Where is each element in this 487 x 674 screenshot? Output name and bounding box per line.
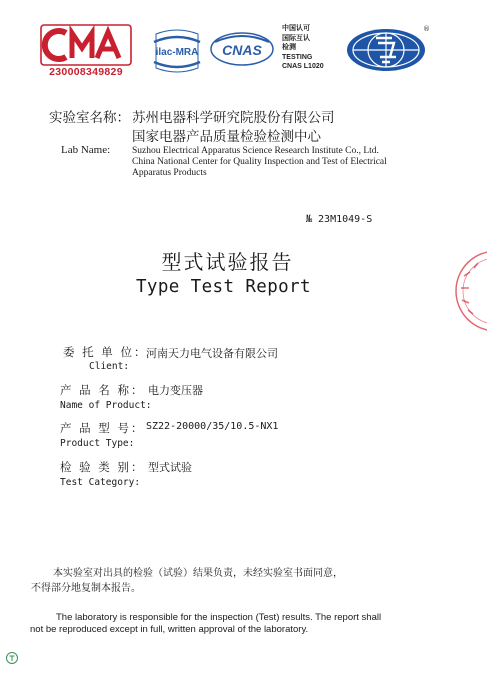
disclaimer-en xyxy=(30,612,460,635)
cnas-text-line: 中国认可 xyxy=(282,25,310,32)
product-name-label-en: Name of Product: xyxy=(60,400,152,411)
lab-name-label-en: Lab Name: xyxy=(61,144,111,156)
cma-certificate-number: 230008349829 xyxy=(49,66,123,78)
cnas-text-line: 国际互认 xyxy=(282,34,310,42)
product-name-value: 电力变压器 xyxy=(148,384,203,397)
svg-text:ilac-MRA: ilac-MRA xyxy=(155,47,199,58)
lab-name-label-cn: 实验室名称： xyxy=(49,110,130,126)
lab-name-en-line3: Apparatus Products xyxy=(132,168,207,178)
lab-name-en-line2: China National Center for Quality Inspection and Test of Electrical xyxy=(132,157,387,167)
disclaimer-en-line1: The laboratory is responsible for the inspection (Test) results. The report shall xyxy=(56,612,382,623)
cnas-text-line: CNAS L1020 xyxy=(282,63,324,70)
disclaimer-cn-line2: 不得部分地复制本报告。 xyxy=(31,583,141,594)
globe-certification-logo xyxy=(345,26,427,74)
corner-mark-icon xyxy=(5,651,19,665)
lab-name-en-line1: Suzhou Electrical Apparatus Science Research Institute Co., Ltd. xyxy=(132,146,379,156)
lab-name-cn-line1: 苏州电器科学研究院股份有限公司 xyxy=(132,110,335,126)
client-label-en: Client: xyxy=(89,361,130,372)
registered-trademark-mark: ® xyxy=(423,25,430,33)
disclaimer-en-line2: not be reproduced except in full, written approval of the laboratory. xyxy=(30,623,309,635)
disclaimer-cn xyxy=(31,566,451,596)
cnas-accreditation-text xyxy=(282,24,324,72)
cma-logo xyxy=(40,24,132,66)
lab-name-en xyxy=(132,146,432,179)
svg-text:CNAS: CNAS xyxy=(222,42,262,58)
report-title-cn-text: 型式试验报告 xyxy=(161,250,294,274)
report-number: № 23M1049-S xyxy=(306,214,373,225)
client-label-cn: 委 托 单 位： xyxy=(63,345,148,359)
disclaimer-cn-line1: 本实验室对出具的检验（试验）结果负责，未经实验室书面同意， xyxy=(53,568,343,579)
cnas-text-line: TESTING xyxy=(282,53,313,61)
red-seal-stamp xyxy=(452,246,487,336)
cnas-logo xyxy=(209,30,275,68)
client-value: 河南天力电气设备有限公司 xyxy=(146,347,278,360)
report-title-en: Type Test Report xyxy=(136,277,311,297)
cnas-text-line: 检测 xyxy=(282,44,296,51)
test-category-label-cn: 检 验 类 别： xyxy=(60,460,145,474)
product-type-label-cn: 产 品 型 号： xyxy=(60,421,145,435)
product-name-label-cn: 产 品 名 称： xyxy=(60,383,145,397)
product-type-label-en: Product Type: xyxy=(60,438,135,449)
test-category-label-en: Test Category: xyxy=(60,477,141,488)
product-type-value: SZ22-20000/35/10.5-NX1 xyxy=(146,421,279,432)
ilac-mra-logo xyxy=(150,28,204,74)
report-title-cn xyxy=(0,246,487,275)
test-category-value: 型式试验 xyxy=(148,461,192,474)
lab-name-cn-line2: 国家电器产品质量检验检测中心 xyxy=(132,129,321,145)
